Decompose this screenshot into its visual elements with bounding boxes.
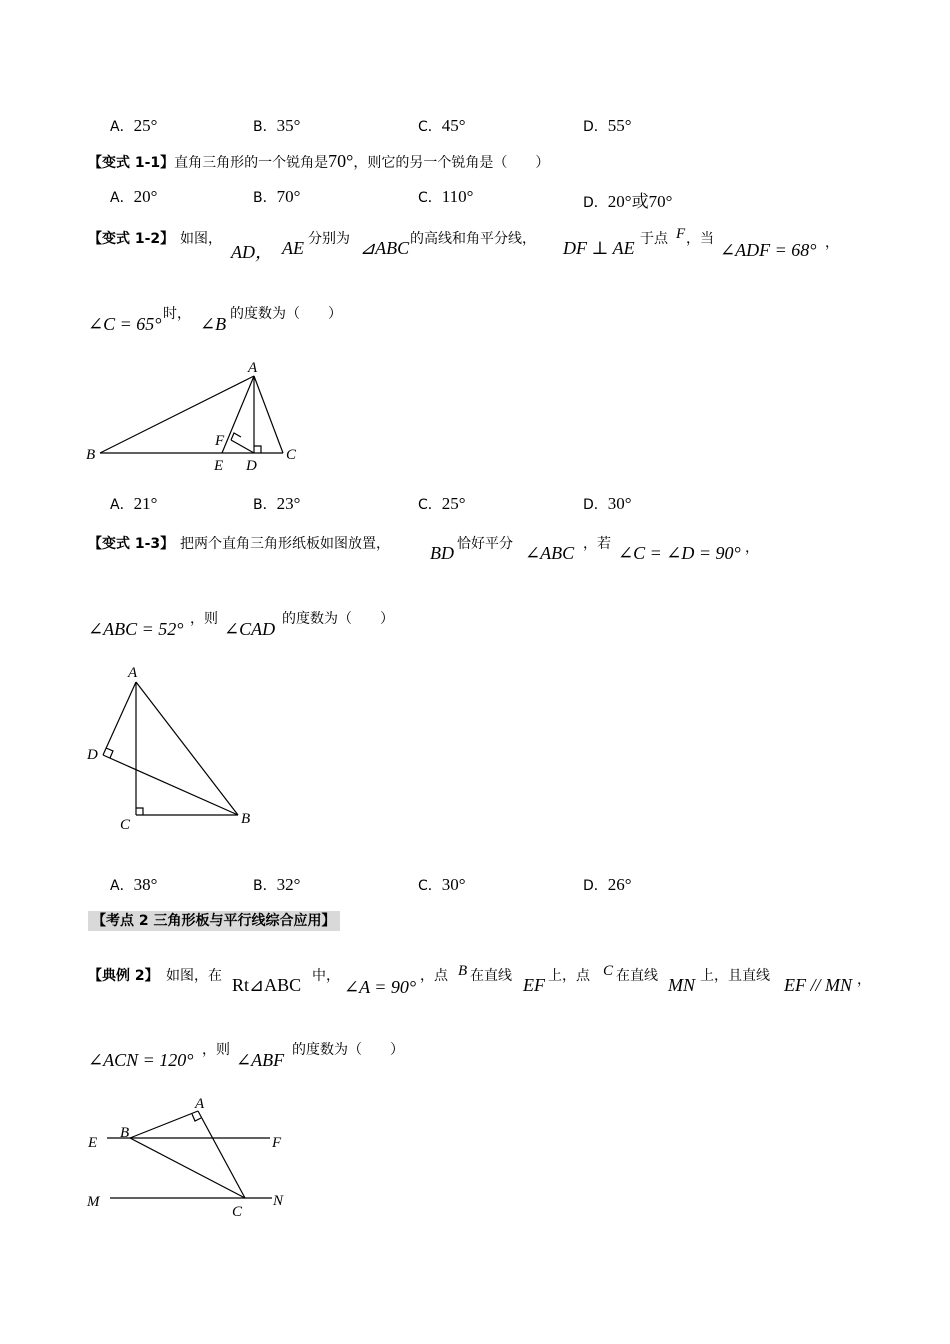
v13-text-4: ， — [745, 540, 759, 556]
v13-seg-ad — [103, 682, 136, 755]
ex2-text-3: ，点 — [420, 968, 448, 984]
v12-math-f: F — [676, 226, 686, 242]
v11-tag: 【变式 1-1】 — [88, 155, 175, 171]
ex2-text-8: ， — [857, 972, 871, 988]
ex2-text-10: 的度数为（ ） — [292, 1042, 404, 1058]
v11-option-a: A．20° — [110, 187, 158, 206]
q0-option-b: B．35° — [253, 116, 301, 135]
v13-label-b: B — [241, 811, 251, 827]
v13-option-d: D．26° — [583, 875, 632, 894]
section-heading-kd2: 【考点 2 三角形板与平行线综合应用】 — [88, 911, 340, 931]
v11-option-c: C．110° — [418, 187, 474, 206]
ex2-text-4: 在直线 — [470, 968, 512, 984]
ex2-math-mn: MN — [668, 975, 695, 995]
v13-option-b: B．32° — [253, 875, 301, 894]
v13-option-a: A．38° — [110, 875, 158, 894]
v12-right-angle-d — [254, 446, 261, 453]
v12-label-f: F — [215, 433, 225, 449]
ex2-math-parallel: EF // MN — [784, 975, 852, 995]
v13-math-abc52: ∠ABC = 52° — [88, 619, 184, 639]
v13-math-cd: ∠C = ∠D = 90° — [618, 543, 741, 563]
v13-label-a: A — [128, 665, 138, 681]
ex2-label-n: N — [273, 1193, 284, 1209]
ex2-math-rt: Rt⊿ABC — [232, 975, 302, 995]
v12-option-d: D．30° — [583, 494, 632, 513]
ex2-label-f: F — [272, 1135, 282, 1151]
v12-text-5: ，当 — [686, 231, 714, 247]
v13-seg-db — [103, 755, 238, 815]
v13-option-c: C．30° — [418, 875, 466, 894]
v12-math-adf: ∠ADF = 68° — [720, 240, 817, 260]
v13-tag: 【变式 1-3】 — [88, 536, 175, 552]
v12-option-c: C．25° — [418, 494, 466, 513]
v13-math-cad: ∠CAD — [224, 619, 276, 639]
v12-text-7: 时， — [163, 306, 191, 322]
ex2-seg-ba — [130, 1111, 198, 1138]
ex2-math-ef: EF — [523, 975, 545, 995]
v12-seg-fd — [231, 440, 254, 453]
v12-label-c: C — [286, 447, 297, 463]
ex2-label-c: C — [232, 1204, 243, 1220]
v12-text-3: 的高线和角平分线， — [410, 231, 536, 247]
v12-label-b: B — [86, 447, 96, 463]
v12-text-4: 于点 — [640, 231, 668, 247]
v13-math-bd: BD — [430, 543, 454, 563]
v12-option-b: B．23° — [253, 494, 301, 513]
q0-option-d: D．55° — [583, 116, 632, 135]
v13-label-c: C — [120, 817, 131, 833]
v12-math-triangle: ⊿ABC — [360, 238, 410, 258]
ex2-seg-bc — [130, 1138, 245, 1198]
v13-text-6: 的度数为（ ） — [282, 611, 394, 627]
ex2-text-7: 上，且直线 — [700, 968, 770, 984]
ex2-label-b: B — [120, 1125, 130, 1141]
q0-option-a: A．25° — [110, 116, 158, 135]
ex2-math-b: B — [458, 963, 468, 979]
v12-math-perp: DF ⊥ AE — [563, 238, 635, 258]
v12-text-6: ， — [825, 235, 839, 251]
v12-label-a: A — [248, 360, 258, 376]
v12-figure — [80, 355, 320, 480]
ex2-seg-ac — [198, 1111, 245, 1198]
v11-question: 【变式 1-1】直角三角形的一个锐角是70°，则它的另一个锐角是（ ） — [88, 151, 550, 171]
v12-seg-ba — [100, 376, 254, 453]
v11-option-b: B．70° — [253, 187, 301, 206]
v13-label-d: D — [87, 747, 98, 763]
ex2-label-e: E — [88, 1135, 98, 1151]
v12-text-2: 分别为 — [308, 231, 350, 247]
v12-tag: 【变式 1-2】 — [88, 231, 175, 247]
ex2-text-6: 在直线 — [616, 968, 658, 984]
v12-seg-ac — [254, 376, 283, 453]
ex2-text-1: 如图，在 — [166, 968, 222, 984]
ex2-tag: 【典例 2】 — [88, 968, 159, 984]
ex2-math-acn: ∠ACN = 120° — [88, 1050, 194, 1070]
v12-label-e: E — [214, 458, 224, 474]
ex2-text-9: ，则 — [202, 1042, 230, 1058]
v12-math-c: ∠C = 65° — [88, 314, 162, 334]
ex2-figure — [80, 1090, 300, 1225]
v13-text-3: ，若 — [583, 536, 611, 552]
v12-right-angle-f — [231, 433, 241, 440]
v12-text-1: 如图， — [180, 231, 222, 247]
v13-seg-ab — [136, 682, 238, 815]
v12-seg-ae — [222, 376, 254, 453]
ex2-math-a90: ∠A = 90° — [344, 977, 417, 997]
v12-text-8: 的度数为（ ） — [230, 306, 342, 322]
ex2-label-a: A — [195, 1096, 205, 1112]
v13-figure — [80, 660, 270, 840]
v12-math-ad: AD， — [231, 242, 273, 262]
ex2-label-m: M — [87, 1194, 100, 1210]
ex2-text-5: 上，点 — [548, 968, 590, 984]
v13-text-5: ，则 — [190, 611, 218, 627]
v12-math-ae: AE — [282, 238, 304, 258]
v12-math-b: ∠B — [200, 314, 227, 334]
v11-option-d: D．20°或70° — [583, 192, 673, 211]
v13-math-abc: ∠ABC — [525, 543, 575, 563]
q0-option-c: C．45° — [418, 116, 466, 135]
v13-right-angle-c — [136, 808, 143, 815]
v12-option-a: A．21° — [110, 494, 158, 513]
v12-label-d: D — [246, 458, 257, 474]
ex2-text-2: 中， — [312, 968, 340, 984]
v13-text-2: 恰好平分 — [457, 536, 513, 552]
v13-text-1: 把两个直角三角形纸板如图放置， — [180, 536, 390, 552]
ex2-math-c: C — [603, 963, 614, 979]
ex2-math-abf: ∠ABF — [236, 1050, 285, 1070]
